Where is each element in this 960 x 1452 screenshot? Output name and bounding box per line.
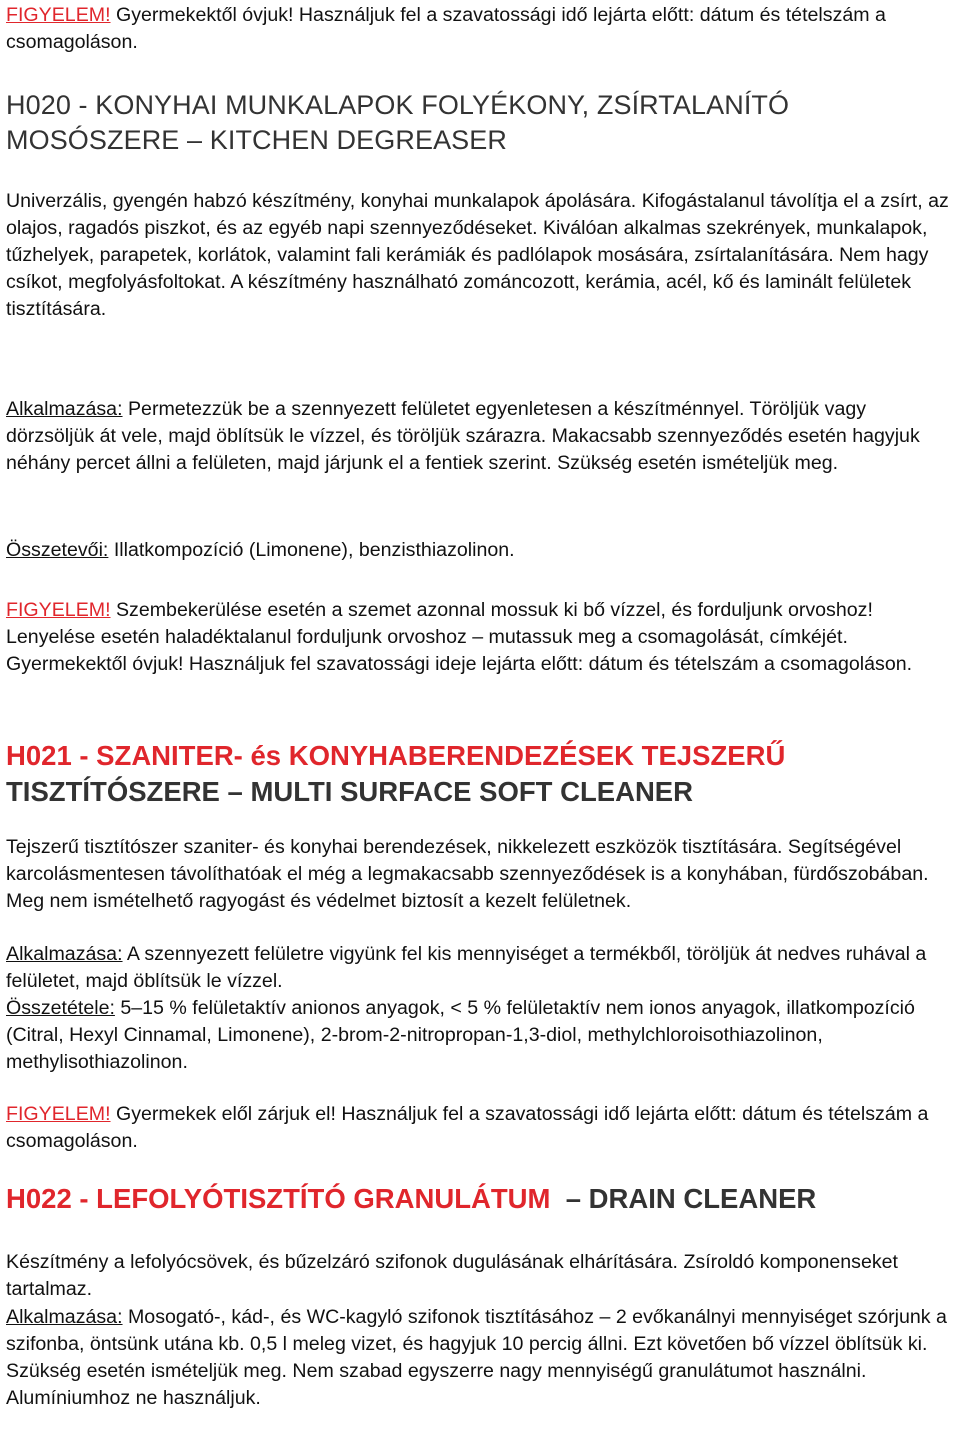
h022-title-red: H022 - LEFOLYÓTISZTÍTÓ GRANULÁTUM: [6, 1183, 551, 1214]
h021-title-red: H021 - SZANITER- és KONYHABERENDEZÉSEK TEJSZERŰ: [6, 740, 786, 771]
ingredients-label: Összetevői:: [6, 539, 109, 561]
h020-ingredients: [6, 537, 956, 564]
usage-text: A szennyezett felületre vigyünk fel kis mennyiséget a termékből, töröljük át nedves ruhával a felületet, majd öblítsük le vízzel.: [6, 943, 927, 992]
usage-text: Mosogató-, kád-, és WC-kagyló szifonok tisztításához – 2 evőkanálnyi mennyiséget szórjunk a szifonba, öntsünk utána kb. 0,5 l meleg vizet, és hagyjuk 10 percig állni. Ezt követően bő vízzel öblítsük ki. Szükség esetén ismételjük meg. Nem szabad egyszerre nagy mennyiségű granulátumot használni. Alumíniumhoz ne használjuk.: [6, 1306, 947, 1409]
warning-text: Szembekerülése esetén a szemet azonnal mossuk ki bő vízzel, és forduljunk orvoshoz! Lenyelése esetén haladéktalanul forduljunk orvoshoz – mutassuk meg a csomagolását, címkéjét. Gyermekektől óvjuk! Használjuk fel szavatossági ideje lejárta előtt: dátum és tételszám a csomagoláson.: [6, 599, 913, 675]
h022-usage: [6, 1304, 956, 1412]
warning-label: FIGYELEM!: [6, 1103, 111, 1125]
top-warning-paragraph: [6, 2, 956, 56]
usage-label: Alkalmazása:: [6, 398, 123, 420]
h020-usage: [6, 396, 956, 477]
h020-title: H020 - KONYHAI MUNKALAPOK FOLYÉKONY, ZSÍRTALANÍTÓ MOSÓSZERE – KITCHEN DEGREASER: [6, 90, 790, 155]
h022-title: [6, 1181, 956, 1217]
warning-text: Gyermekektől óvjuk! Használjuk fel a szavatossági idő lejárta előtt: dátum és tételszám a csomagoláson.: [6, 4, 886, 53]
warning-label: FIGYELEM!: [6, 599, 111, 621]
h021-composition: [6, 995, 956, 1076]
usage-label: Alkalmazása:: [6, 943, 123, 965]
h020-warning: [6, 597, 956, 678]
h021-warning: [6, 1101, 956, 1155]
h021-usage: [6, 941, 956, 995]
warning-label: FIGYELEM!: [6, 4, 111, 26]
h021-title: [6, 738, 956, 810]
usage-text: Permetezzük be a szennyezett felületet egyenletesen a készítménnyel. Töröljük vagy dörzsöljük át vele, majd öblítsük le vízzel, és töröljük szárazra. Makacsabb szennyeződés esetén hagyjuk néhány percet állni a felületen, majd járjunk el a fentiek szerint. Szükség esetén ismételjük meg.: [6, 398, 920, 474]
h022-title-rest: – DRAIN CLEANER: [550, 1183, 817, 1214]
composition-label: Összetétele:: [6, 997, 115, 1019]
composition-text: 5–15 % felületaktív anionos anyagok, < 5 % felületaktív nem ionos anyagok, illatkompozíció (Citral, Hexyl Cinnamal, Limonene), 2-brom-2-nitropropan-1,3-diol, methylchloroisothiazolinon, methylisothiazolinon.: [6, 997, 915, 1073]
h021-title-rest: TISZTÍTÓSZERE – MULTI SURFACE SOFT CLEANER: [6, 776, 694, 807]
ingredients-text: Illatkompozíció (Limonene), benzisthiazolinon.: [108, 539, 515, 561]
usage-label: Alkalmazása:: [6, 1306, 123, 1328]
warning-text: Gyermekek elől zárjuk el! Használjuk fel a szavatossági idő lejárta előtt: dátum és tételszám a csomagoláson.: [6, 1103, 929, 1152]
h021-description: Tejszerű tisztítószer szaniter- és konyhai berendezések, nikkelezett eszközök tisztítására. Segítségével karcolásmentesen távolíthatóak el még a legmakacsabb szennyeződések is a konyhában, fürdőszobában. Meg nem ismételhető ragyogást és védelmet biztosít a kezelt felületnek.: [6, 836, 929, 912]
h022-description: Készítmény a lefolyócsövek, és bűzelzáró szifonok dugulásának elhárítására. Zsíroldó komponenseket tartalmaz.: [6, 1251, 898, 1300]
h020-description: Univerzális, gyengén habzó készítmény, konyhai munkalapok ápolására. Kifogástalanul távolítja el a zsírt, az olajos, ragadós piszkot, és az egyéb napi szennyeződéseket. Kiválóan alkalmas szekrények, munkalapok, tűzhelyek, parapetek, korlátok, valamint fali kerámiák és padlólapok mosására, zsírtalanítására. Nem hagy csíkot, megfolyásfoltokat. A készítmény használható zománcozott, kerámia, acél, kő és laminált felületek tisztítására.: [6, 190, 949, 320]
